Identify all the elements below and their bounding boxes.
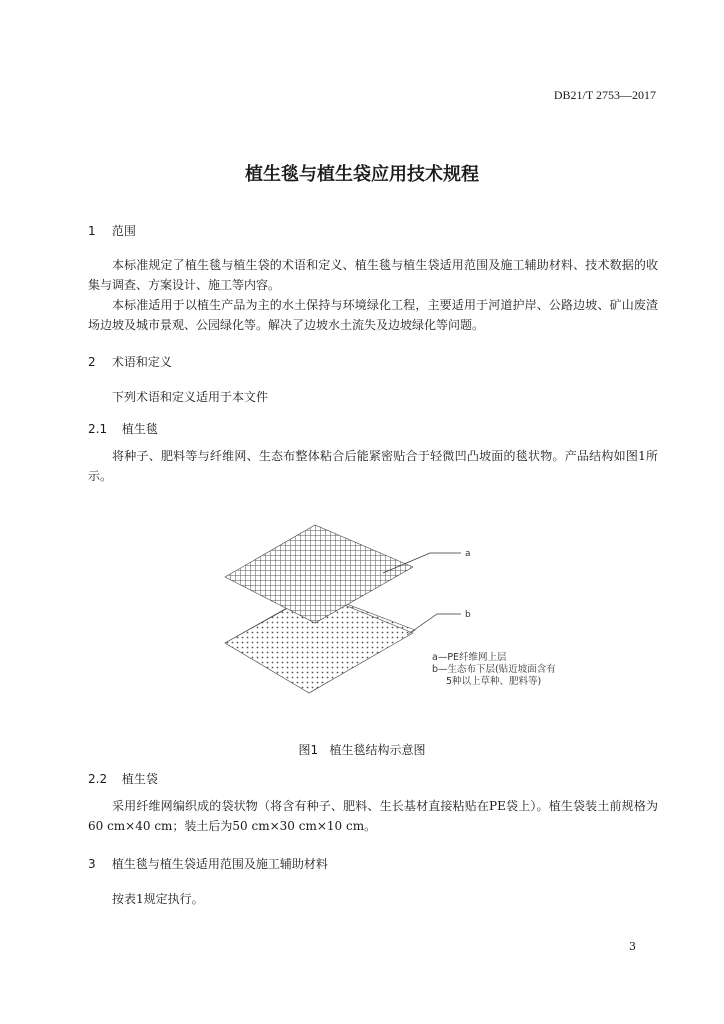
layer-a-pe-net xyxy=(225,525,413,623)
paragraph: 将种子、肥料等与纤维网、生态布整体粘合后能紧密贴合于轻微凹凸坡面的毯状物。产品结构如图1所示。 xyxy=(88,449,658,483)
leader-line-b xyxy=(407,614,461,635)
section-number: 2 xyxy=(88,355,96,369)
caption-number: 图1 xyxy=(298,743,319,757)
section-1-heading xyxy=(88,222,136,239)
paragraph: 下列术语和定义适用于本文件 xyxy=(112,390,269,404)
caption-text: 植生毯结构示意图 xyxy=(329,743,426,757)
section-3-heading xyxy=(88,855,328,872)
legend-item: 5种以上草种、肥料等) xyxy=(446,676,542,687)
section-2-2-heading xyxy=(88,770,158,787)
legend-item: b—生态布下层(贴近坡面含有 xyxy=(432,664,556,675)
figure-caption xyxy=(0,741,724,758)
section-number: 1 xyxy=(88,224,96,238)
page-number: 3 xyxy=(629,940,636,953)
structure-diagram xyxy=(215,515,595,725)
section-number: 2.1 xyxy=(88,422,108,436)
section-title: 范围 xyxy=(111,224,136,238)
document-code: DB21/T 2753—2017 xyxy=(553,88,656,102)
label-a: a xyxy=(465,549,471,559)
section-title: 植生毯 xyxy=(121,422,158,436)
paragraph: 本标准适用于以植生产品为主的水土保持与环境绿化工程，主要适用于河道护岸、公路边坡、矿山废渣场边坡及城市景观、公园绿化等。解决了边坡水土流失及边坡绿化等问题。 xyxy=(88,298,658,332)
paragraph: 采用纤维网编织成的袋状物（将含有种子、肥料、生长基材直接粘贴在PE袋上）。植生袋装土前规格为60 cm×40 cm；装土后为50 cm×30 cm×10 cm。 xyxy=(88,799,658,833)
section-number: 2.2 xyxy=(88,772,108,786)
section-2-1-heading xyxy=(88,420,158,437)
label-b: b xyxy=(465,610,471,620)
legend-item: a—PE纤维网上层 xyxy=(432,652,507,663)
section-2-heading xyxy=(88,353,172,370)
figure-legend xyxy=(432,652,556,688)
section-title: 植生袋 xyxy=(121,772,158,786)
paragraph: 按表1规定执行。 xyxy=(112,892,204,906)
page-title: 植生毯与植生袋应用技术规程 xyxy=(245,164,479,185)
section-number: 3 xyxy=(88,857,96,871)
section-title: 植生毯与植生袋适用范围及施工辅助材料 xyxy=(111,857,328,871)
section-title: 术语和定义 xyxy=(111,355,172,369)
paragraph: 本标准规定了植生毯与植生袋的术语和定义、植生毯与植生袋适用范围及施工辅助材料、技术数据的收集与调查、方案设计、施工等内容。 xyxy=(88,258,658,292)
